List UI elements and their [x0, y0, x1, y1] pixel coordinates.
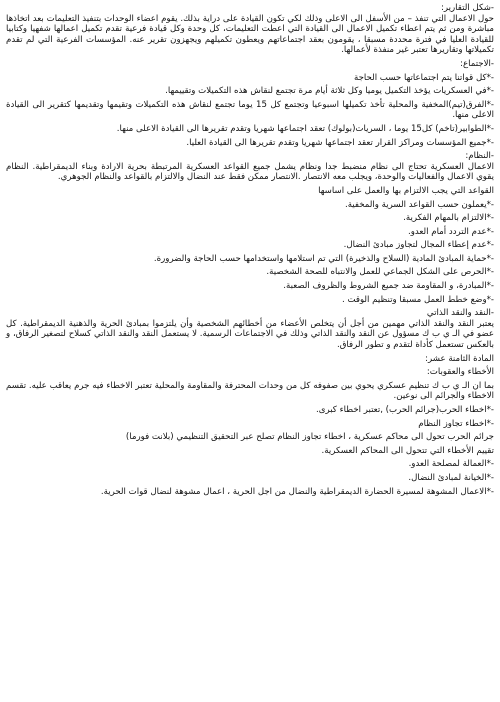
- meeting-item-1: -*كل قواتنا يتم اجتماعاتها حسب الحاجة: [353, 72, 494, 83]
- rule-item-1: -*يعملون حسب القواعد السرية والمخفية.: [344, 199, 494, 210]
- article-18-heading: المادة الثامنة عشر:: [425, 353, 494, 364]
- rule-item-7: -*المبادرة، و المقاومة ضد جميع الشروط والظروف الصعبة.: [283, 281, 494, 292]
- error-type-1: -*اخطاء الحرب(جرائم الحرب) ,تعتبر اخطاء كبرى.: [316, 405, 494, 415]
- court-errors-heading: تقييم الأخطاء التي تتحول الى المحاكم العسكرية.: [321, 445, 494, 456]
- reports-heading: -شكل التقارير:: [440, 3, 494, 13]
- rule-item-4: -*عدم إعطاء المجال لتجاوز مبادئ النضال.: [343, 240, 494, 251]
- rule-item-3: -*عدم التردد أمام العدو.: [407, 226, 494, 237]
- meeting-heading: -الاجتماع:: [460, 58, 494, 69]
- court-error-2: -*الخيانة لمبادئ النضال.: [408, 472, 494, 483]
- criticism-paragraph: يعتبر النقد والنقد الذاتي مهمين من أجل أن يتخلص الأعضاء من أخطائهم الشخصية وأن يلتزموا بمبادئ الحرية والذهنية الديمقراطية. كل عضو في الـ ي ب ك مسؤول عن النقد والنقد الذاتي وذلك في الاجتماعات الرسمية. لا يستعمل النقد والنقد الذاتي كسلاح لتصغير الرفاق، و بالعكس تستعمل كأداة لتقدم و تطور الرفاق.: [6, 318, 494, 351]
- errors-heading: الأخطاء والعقوبات:: [426, 367, 494, 378]
- criticism-heading: -النقد والنقد الذاتي: [426, 308, 494, 319]
- discipline-paragraph: الاعمال العسكرية تحتاج الى نظام منضبط جدا ونظام يشمل جميع القواعد العسكرية المرتبطة بحرية الارادة وبناء الديمقراطية. النظام يقوي الاعمال والفعاليات والوحدة، ويجلب معه الانتصار .الانتصار ممكن فقط عند النضال والالتزام بالقواعد والنظام الجوهري.: [6, 161, 494, 183]
- meeting-item-4: -*الطوابير(تاخم) كل15 يوما ، السريات(بولوك) تعقد اجتماعها شهريا وتقدم تقريرها الى القيادة الاعلى منها.: [116, 123, 494, 134]
- rule-item-8: -*وضع خطط العمل مسبقا وتنظيم الوقت .: [341, 294, 494, 305]
- meeting-item-5: -*جميع المؤسسات ومراكز القرار تعقد اجتماعها شهريا وتقدم تقريرها الى القيادة العليا.: [186, 137, 494, 148]
- errors-paragraph: بما ان الـ ي ب ك تنظيم عسكري يحوي بين صفوفه كل من وحدات المحترفة والمقاومة والمحلية تعتبر الاخطاء فيه جرم يعاقب عليه. تقسم الاخطاء والجرائم الى نوعين.: [6, 380, 494, 402]
- rule-item-6: -*الحرص على الشكل الجماعي للعمل والانتباه للصحة الشخصية.: [266, 267, 494, 278]
- war-crimes-line: جرائم الحرب تحول الى محاكم عسكرية ، اخطاء تجاوز النظام تصلح عبر التحقيق التنظيمي (بلانت فورما): [125, 432, 494, 443]
- meeting-item-3: -*الفرق(تيم)المخفية والمحلية تأخذ تكميلها اسبوعيا وتجتمع كل 15 يوما تجتمع لنقاش هذه التكميلات وتقيمها وتقديمها كتقرير الى القيادة الاعلى منها.: [6, 99, 494, 121]
- rule-item-2: -*الالتزام بالمهام الفكرية.: [403, 213, 494, 224]
- discipline-heading: -النظام:: [465, 151, 494, 162]
- court-error-3: -*الاعمال المشوهة لمسيرة الحضارة الديمقراطية والنضال من اجل الحرية ، اعمال مشوهة لنضال قوات الحرية.: [100, 486, 494, 497]
- rule-item-5: -*حماية المبادئ المادية (السلاح والذخيرة) التي تم استلامها واستخدامها حسب الحاجة والضرورة.: [153, 253, 494, 264]
- meeting-item-2: -*في العسكريات يؤخذ التكميل يوميا وكل ثلاثة أيام مرة تجتمع لنقاش هذه التكميلات وتقييمها.: [165, 86, 494, 97]
- court-error-1: -*العمالة لمصلحة العدو.: [408, 459, 494, 470]
- error-type-2: -*اخطاء تجاوز النظام: [418, 418, 494, 429]
- reports-paragraph: حول الاعمال التي تنفذ – من الأسفل الى الاعلى وذلك لكي تكون القيادة على دراية بذلك. يقوم اعضاء الوحدات بتنفيذ التعليمات بعد اتخاذها مباشرة ومن ثم يتم اعطاء تكميل الاعمال الى القيادة التي اعطت التعليمات، كل وحدة وكل قيادة فرعية تقدم تكميل اعمالها شفهيا وكتابيا للقيادة العليا في فترة محددة مسبقا ، يقومون بعقد اجتماعاتهم ويعطون تكميلهم ويجهزون تقرير عنه. المؤسسات الفرعية التي لم تقدم تكميلاتها وتقاريرها تعتبر غير منفذة لأعمالها.: [6, 13, 494, 56]
- rules-intro: القواعد التي يجب الالتزام بها والعمل على اساسها: [318, 185, 494, 196]
